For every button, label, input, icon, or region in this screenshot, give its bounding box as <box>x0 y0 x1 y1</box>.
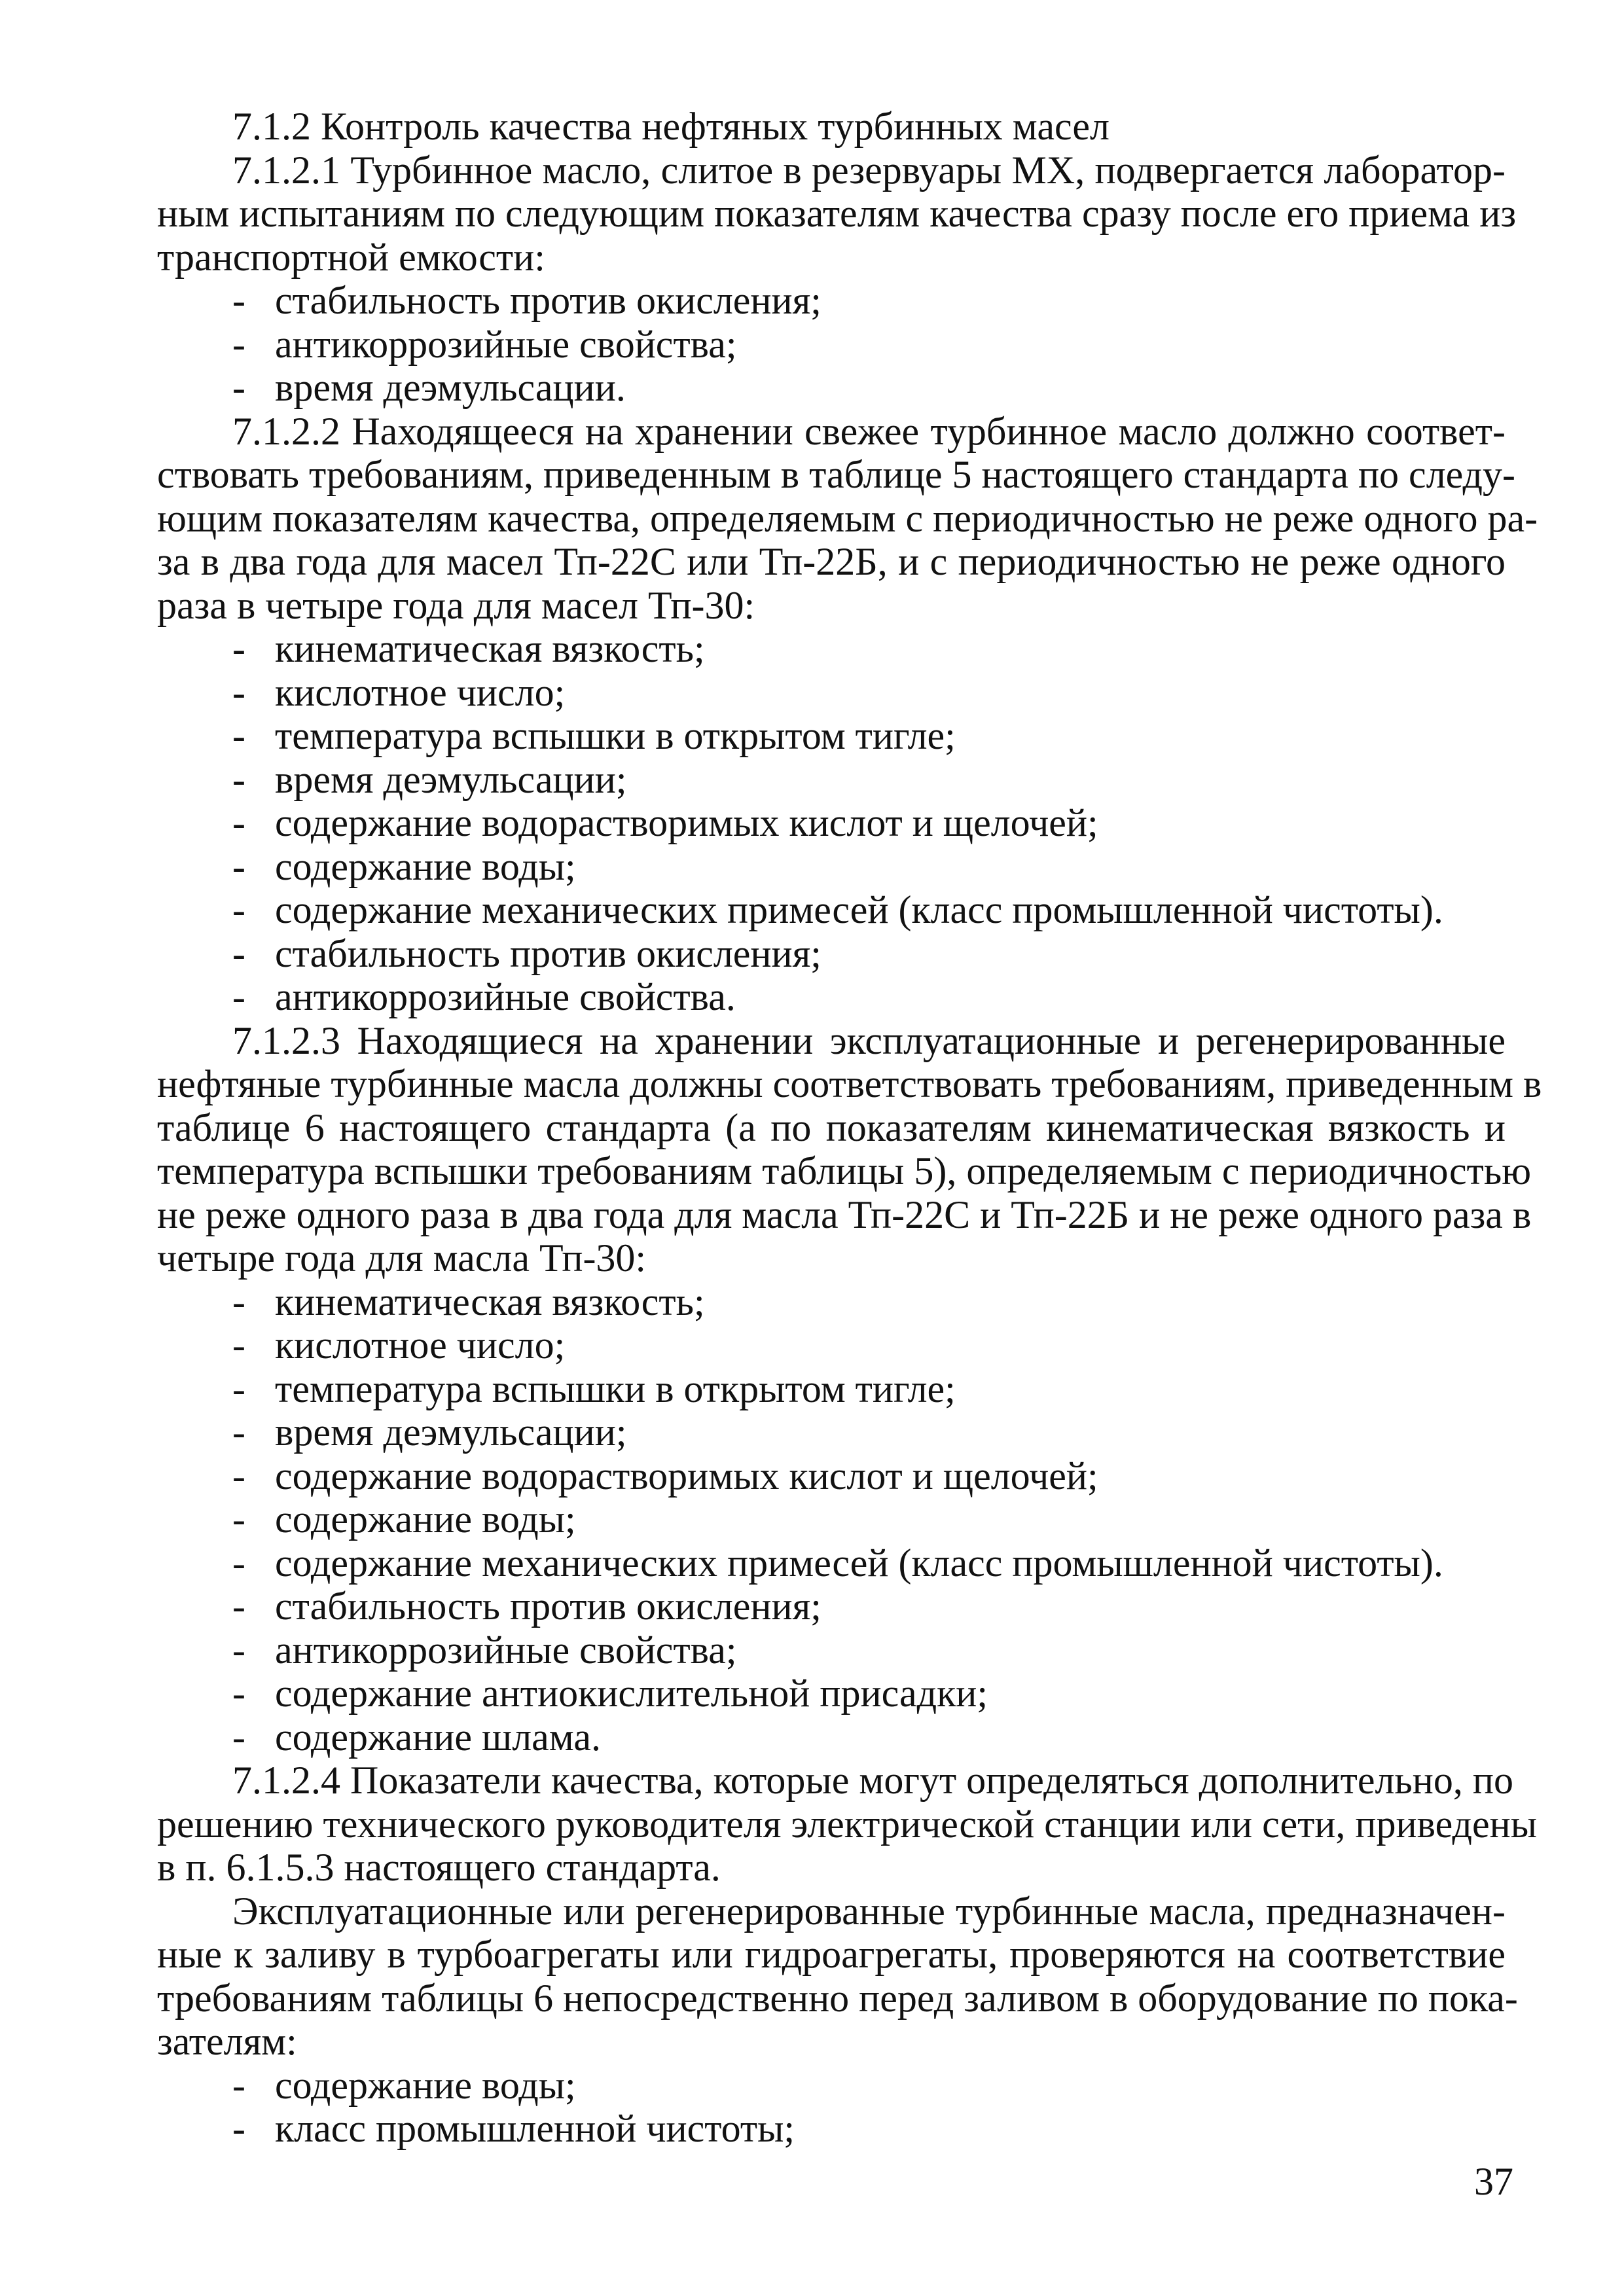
list-item: - кинематическая вязкость; <box>232 1280 705 1323</box>
paragraph-7-1-2-3-line: 7.1.2.3 Находящиеся на хранении эксплуатационные и регенерированные <box>232 1018 1506 1062</box>
paragraph-7-1-2-3-line: нефтяные турбинные масла должны соответствовать требованиям, приведенным в <box>157 1062 1542 1105</box>
list-item: - содержание механических примесей (класс промышленной чистоты). <box>232 1541 1443 1585</box>
paragraph-operational-oils-line: ные к заливу в турбоагрегаты или гидроагрегаты, проверяются на соответствие <box>157 1933 1506 1976</box>
paragraph-operational-oils-line: зателям: <box>157 2020 297 2063</box>
list-item: - стабильность против окисления; <box>232 1585 821 1628</box>
section-heading: 7.1.2 Контроль качества нефтяных турбинных масел <box>232 105 1110 148</box>
paragraph-7-1-2-3-line: температура вспышки требованиям таблицы 5), определяемым с периодичностью <box>157 1149 1532 1193</box>
paragraph-7-1-2-2-line: ствовать требованиям, приведенным в таблице 5 настоящего стандарта по следу- <box>157 453 1515 496</box>
paragraph-7-1-2-3-line: таблице 6 настоящего стандарта (а по показателям кинематическая вязкость и <box>157 1105 1506 1149</box>
paragraph-7-1-2-2-line: раза в четыре года для масел Тп-30: <box>157 583 755 627</box>
list-item: - антикоррозийные свойства. <box>232 975 736 1018</box>
paragraph-7-1-2-2-line: 7.1.2.2 Находящееся на хранении свежее турбинное масло должно соответ- <box>232 409 1506 453</box>
list-item: - антикоррозийные свойства; <box>232 1628 737 1672</box>
list-item: - кинематическая вязкость; <box>232 627 705 670</box>
list-item: - кислотное число; <box>232 670 566 714</box>
paragraph-7-1-2-1-line: ным испытаниям по следующим показателям качества сразу после его приема из <box>157 192 1517 235</box>
paragraph-7-1-2-4-line: в п. 6.1.5.3 настоящего стандарта. <box>157 1846 721 1889</box>
list-item: - содержание воды; <box>232 844 576 888</box>
paragraph-7-1-2-4-line: решению технического руководителя электрической станции или сети, приведены <box>157 1802 1538 1846</box>
list-item: - время деэмульсации; <box>232 757 627 801</box>
list-item: - кислотное число; <box>232 1323 566 1367</box>
paragraph-7-1-2-4-line: 7.1.2.4 Показатели качества, которые могут определяться дополнительно, по <box>232 1759 1514 1802</box>
page-number: 37 <box>1474 2160 1513 2203</box>
list-item: - антикоррозийные свойства; <box>232 322 737 366</box>
list-item: - содержание антиокислительной присадки; <box>232 1672 988 1715</box>
list-item: - содержание воды; <box>232 2063 576 2107</box>
paragraph-7-1-2-1-line: 7.1.2.1 Турбинное масло, слитое в резервуары МХ, подвергается лаборатор- <box>232 148 1506 192</box>
paragraph-7-1-2-1-line: транспортной емкости: <box>157 235 545 279</box>
paragraph-7-1-2-2-line: ющим показателям качества, определяемым с периодичностью не реже одного ра- <box>157 496 1538 540</box>
list-item: - содержание шлама. <box>232 1715 601 1759</box>
paragraph-operational-oils-line: требованиям таблицы 6 непосредственно перед заливом в оборудование по пока- <box>157 1976 1518 2020</box>
list-item: - содержание водорастворимых кислот и щелочей; <box>232 1454 1098 1498</box>
list-item: - температура вспышки в открытом тигле; <box>232 1367 956 1410</box>
paragraph-7-1-2-3-line: не реже одного раза в два года для масла Тп-22С и Тп-22Б и не реже одного раза в <box>157 1193 1532 1236</box>
list-item: - стабильность против окисления; <box>232 931 821 975</box>
paragraph-7-1-2-2-line: за в два года для масел Тп-22С или Тп-22Б, и с периодичностью не реже одного <box>157 540 1506 583</box>
list-item: - содержание механических примесей (класс промышленной чистоты). <box>232 888 1443 931</box>
list-item: - время деэмульсации. <box>232 366 626 409</box>
paragraph-7-1-2-3-line: четыре года для масла Тп-30: <box>157 1236 647 1280</box>
list-item: - время деэмульсации; <box>232 1410 627 1454</box>
list-item: - температура вспышки в открытом тигле; <box>232 714 956 757</box>
list-item: - стабильность против окисления; <box>232 279 821 322</box>
list-item: - класс промышленной чистоты; <box>232 2107 795 2150</box>
list-item: - содержание водорастворимых кислот и щелочей; <box>232 801 1098 844</box>
list-item: - содержание воды; <box>232 1498 576 1541</box>
paragraph-operational-oils-line: Эксплуатационные или регенерированные турбинные масла, предназначен- <box>232 1889 1506 1933</box>
document-page <box>157 105 1542 2151</box>
